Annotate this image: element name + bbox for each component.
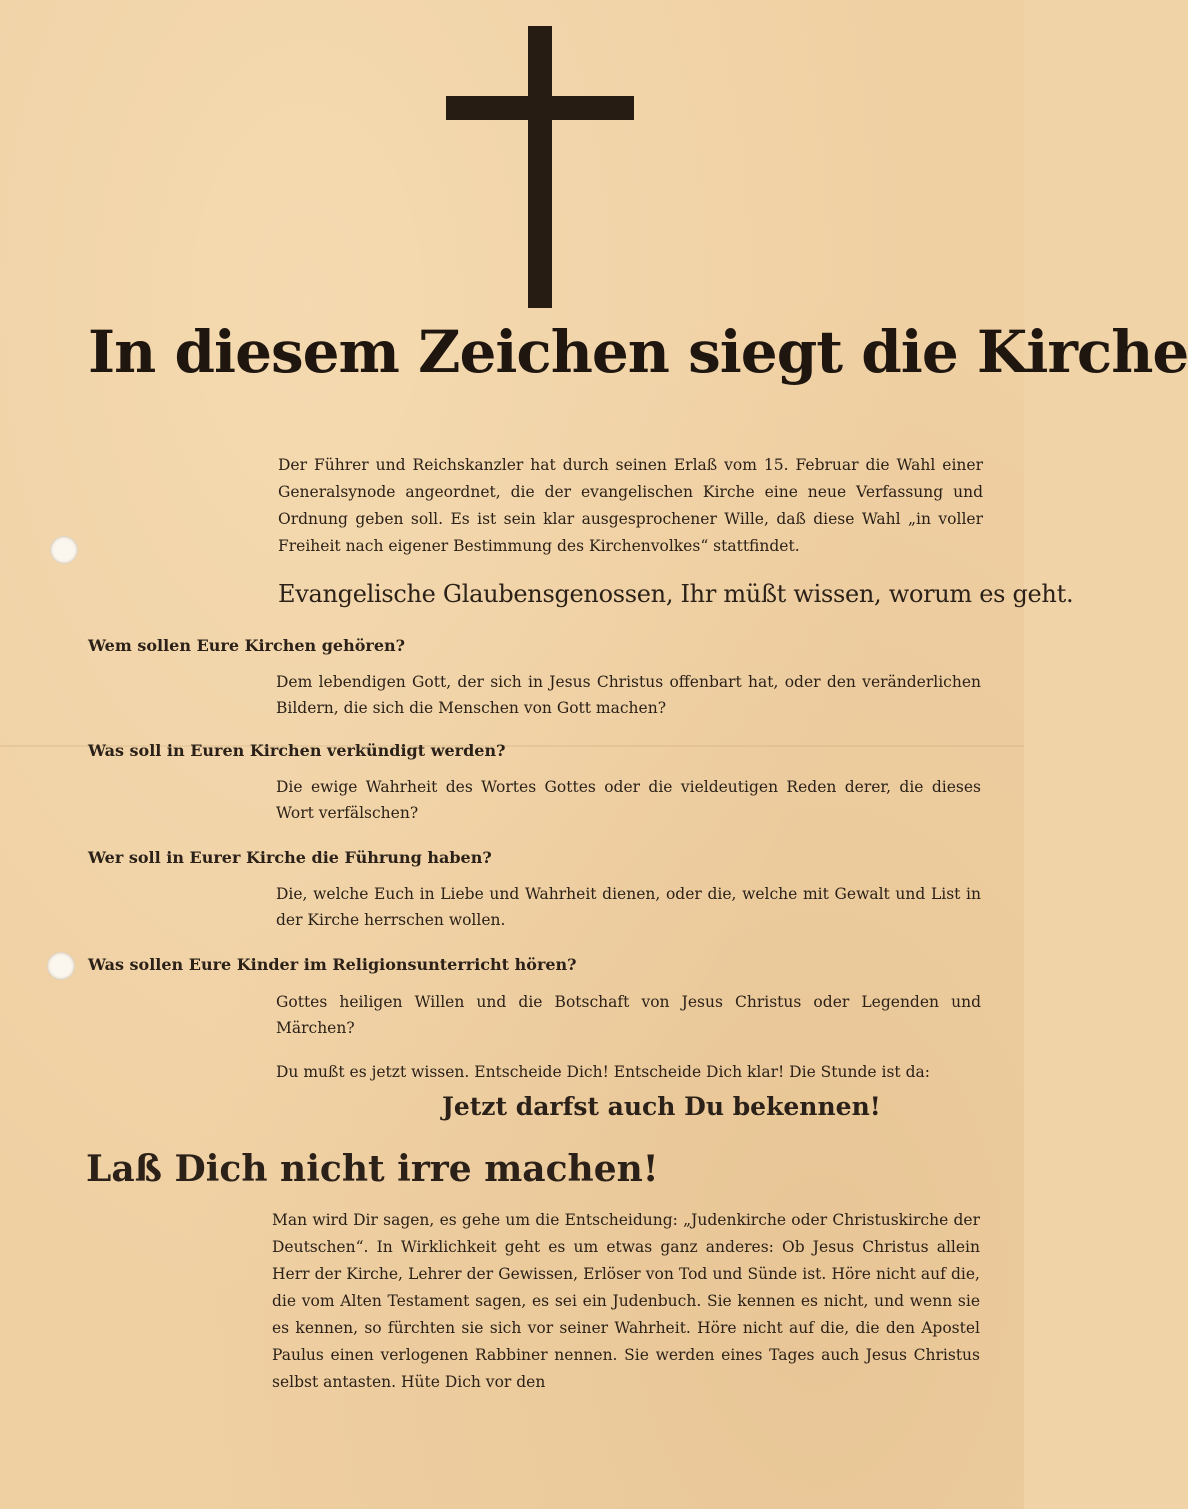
question-3: Wer soll in Eurer Kirche die Führung haben?: [88, 848, 492, 867]
answer-1: Dem lebendigen Gott, der sich in Jesus Christus offenbart hat, oder den veränderlichen Bildern, die sich die Menschen von Gott machen?: [276, 673, 981, 717]
punch-hole: [50, 536, 78, 564]
page-title: In diesem Zeichen siegt die Kirche: [88, 318, 1188, 386]
answer-2: Die ewige Wahrheit des Wortes Gottes oder die vieldeutigen Reden derer, die dieses Wort verfälschen?: [276, 778, 981, 822]
question-4: Was sollen Eure Kinder im Religionsunterricht hören?: [88, 955, 577, 974]
warning-heading: Laß Dich nicht irre machen!: [86, 1148, 659, 1190]
answer-3: Die, welche Euch in Liebe und Wahrheit dienen, oder die, welche mit Gewalt und List in der Kirche herrschen wollen.: [276, 885, 981, 929]
intro-paragraph: Der Führer und Reichskanzler hat durch seinen Erlaß vom 15. Februar die Wahl einer Generalsynode angeordnet, die der evangelischen Kirche eine neue Verfassung und Ordnung geben soll. Es ist sein klar ausgesprochener Wille, daß diese Wahl „in voller Freiheit nach eigener Bestimmung des Kirchenvolkes“ stattfindet.: [278, 456, 983, 555]
cross-horizontal-bar: [446, 96, 634, 120]
decide-line: Du mußt es jetzt wissen. Entscheide Dich! Entscheide Dich klar! Die Stunde ist da:: [276, 1063, 930, 1081]
question-1: Wem sollen Eure Kirchen gehören?: [88, 636, 406, 655]
answer-4: Gottes heiligen Willen und die Botschaft von Jesus Christus oder Legenden und Märchen?: [276, 993, 981, 1037]
warning-paragraph: Man wird Dir sagen, es gehe um die Entscheidung: „Judenkirche oder Christuskirche der Deutschen“. In Wirklichkeit geht es um etwas ganz anderes: Ob Jesus Christus allein Herr der Kirche, Lehrer der Gewissen, Erlöser von Tod und Sünde ist. Höre nicht auf die, die vom Alten Testament sagen, es sei ein Judenbuch. Sie kennen es nicht, und wenn sie es kennen, so fürchten sie sich vor seiner Wahrheit. Höre nicht auf die, die den Apostel Paulus einen verlogenen Rabbiner nennen. Sie werden eines Tages auch Jesus Christus selbst antasten. Hüte Dich vor den: [272, 1211, 980, 1391]
punch-hole: [47, 952, 75, 980]
question-2: Was soll in Euren Kirchen verkündigt werden?: [88, 741, 506, 760]
confess-line: Jetzt darfst auch Du bekennen!: [442, 1092, 881, 1121]
cross-vertical-bar: [528, 26, 552, 308]
subheading: Evangelische Glaubensgenossen, Ihr müßt wissen, worum es geht.: [278, 580, 1074, 608]
